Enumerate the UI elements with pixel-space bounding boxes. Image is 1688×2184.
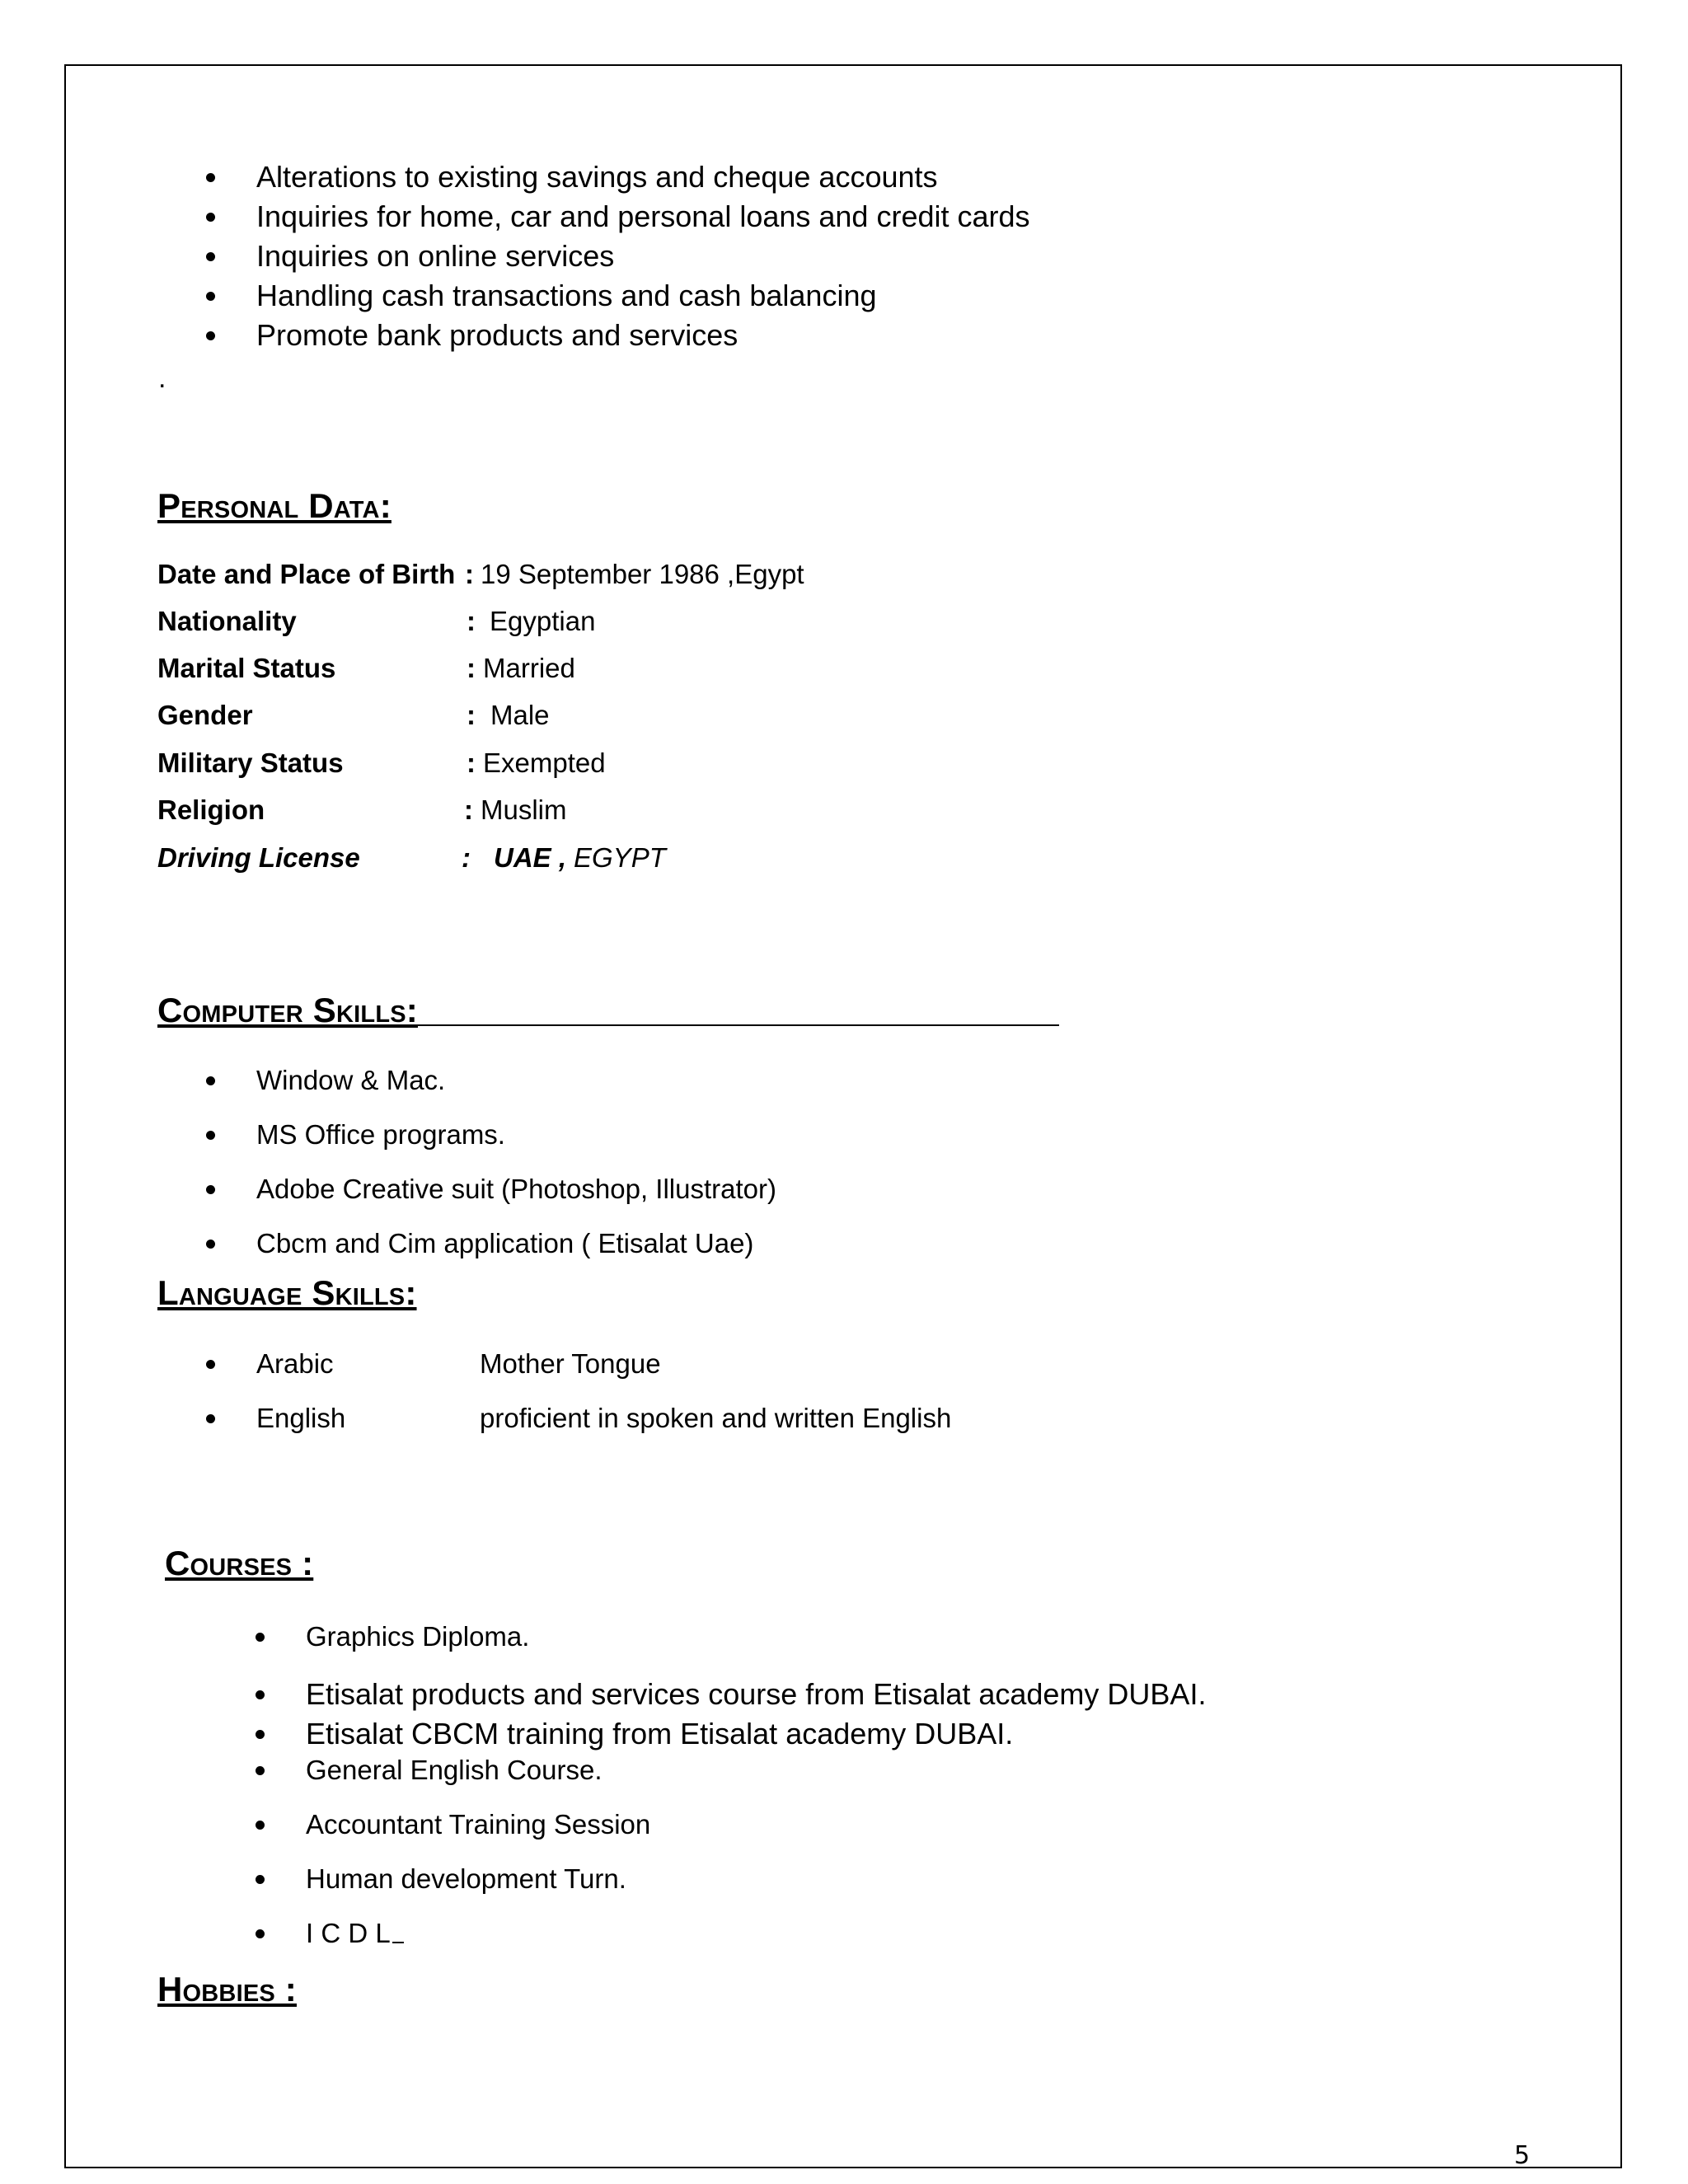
bullet-icon bbox=[206, 173, 215, 182]
hobbies-heading: Hobbies : bbox=[157, 1970, 297, 2008]
bullet-icon bbox=[206, 252, 215, 261]
language-level: Mother Tongue bbox=[480, 1348, 661, 1379]
field-value: Muslim bbox=[481, 794, 567, 825]
field-label: Military Status bbox=[157, 748, 344, 778]
bullet-icon bbox=[206, 1076, 215, 1085]
list-item: Etisalat products and services course from Etisalat academy DUBAI. bbox=[306, 1675, 1206, 1714]
field-label: Date and Place of Birth bbox=[157, 559, 456, 589]
bullet-icon bbox=[256, 1875, 265, 1884]
list-item: Accountant Training Session bbox=[306, 1808, 1206, 1863]
computer-skills-list bbox=[256, 1064, 776, 1282]
list-item: Promote bank products and services bbox=[256, 316, 1030, 355]
field-label: Gender bbox=[157, 700, 253, 730]
field-label: Driving License bbox=[157, 842, 360, 873]
personal-data-heading: Personal Data: bbox=[157, 486, 392, 525]
list-item: Window & Mac. bbox=[256, 1064, 776, 1118]
field-value: Male bbox=[490, 700, 550, 730]
bullet-icon bbox=[256, 1766, 265, 1775]
bullet-icon bbox=[206, 1131, 215, 1140]
field-colon: : bbox=[467, 700, 476, 730]
bullet-icon bbox=[206, 1360, 215, 1369]
language-skills-heading: Language Skills: bbox=[157, 1273, 417, 1312]
field-colon: : bbox=[464, 794, 473, 825]
field-value: Egyptian bbox=[490, 606, 596, 636]
language-name: Arabic bbox=[256, 1348, 334, 1379]
language-level: proficient in spoken and written English bbox=[480, 1403, 952, 1433]
driving-value-uae: UAE , bbox=[494, 842, 567, 873]
list-item: MS Office programs. bbox=[256, 1118, 776, 1173]
heading-underline bbox=[408, 1024, 1059, 1026]
field-value: Married bbox=[483, 653, 575, 683]
field-colon: : bbox=[462, 842, 471, 873]
bullet-icon bbox=[256, 1929, 265, 1938]
field-label: Religion bbox=[157, 794, 265, 825]
bullet-icon bbox=[206, 213, 215, 222]
list-item bbox=[256, 1402, 952, 1456]
computer-skills-heading: Computer Skills: bbox=[157, 991, 418, 1029]
bullet-icon bbox=[256, 1633, 265, 1642]
list-item: General English Course. bbox=[306, 1754, 1206, 1808]
bullet-icon bbox=[206, 1240, 215, 1249]
language-name: English bbox=[256, 1403, 346, 1433]
experience-duties-list bbox=[256, 157, 1030, 355]
language-skills-list bbox=[256, 1347, 952, 1456]
list-item: Human development Turn. bbox=[306, 1863, 1206, 1917]
field-colon: : bbox=[465, 559, 474, 589]
bullet-icon bbox=[206, 1414, 215, 1423]
field-colon: : bbox=[467, 653, 476, 683]
bullet-icon bbox=[206, 1185, 215, 1194]
bullet-icon bbox=[256, 1730, 265, 1739]
courses-list bbox=[306, 1620, 1206, 1971]
list-item: Inquiries on online services bbox=[256, 237, 1030, 276]
field-colon: : bbox=[467, 748, 476, 778]
stray-period: . bbox=[158, 363, 166, 394]
list-item bbox=[256, 1347, 661, 1402]
page-number: 5 bbox=[1514, 2141, 1531, 2170]
field-value: 19 September 1986 ,Egypt bbox=[481, 559, 804, 589]
field-value: Exempted bbox=[483, 748, 606, 778]
bullet-icon bbox=[256, 1821, 265, 1830]
field-label: Marital Status bbox=[157, 653, 336, 683]
bullet-icon bbox=[206, 292, 215, 301]
bullet-icon bbox=[256, 1690, 265, 1699]
list-item: Handling cash transactions and cash balancing bbox=[256, 276, 1030, 316]
list-item: Inquiries for home, car and personal loans and credit cards bbox=[256, 197, 1030, 237]
list-item: I C D L bbox=[306, 1917, 1206, 1971]
courses-heading: Courses : bbox=[165, 1544, 314, 1582]
bullet-icon bbox=[206, 331, 215, 340]
field-colon: : bbox=[467, 606, 476, 636]
list-item: Etisalat CBCM training from Etisalat academy DUBAI. bbox=[306, 1714, 1206, 1754]
list-item: Graphics Diploma. bbox=[306, 1620, 1206, 1675]
field-label: Nationality bbox=[157, 606, 297, 636]
underscore-mark bbox=[392, 1917, 404, 1943]
list-item: Alterations to existing savings and cheque accounts bbox=[256, 157, 1030, 197]
driving-value-egypt: EGYPT bbox=[574, 842, 666, 873]
list-item: Adobe Creative suit (Photoshop, Illustrator) bbox=[256, 1173, 776, 1227]
list-item: Cbcm and Cim application ( Etisalat Uae) bbox=[256, 1227, 776, 1282]
